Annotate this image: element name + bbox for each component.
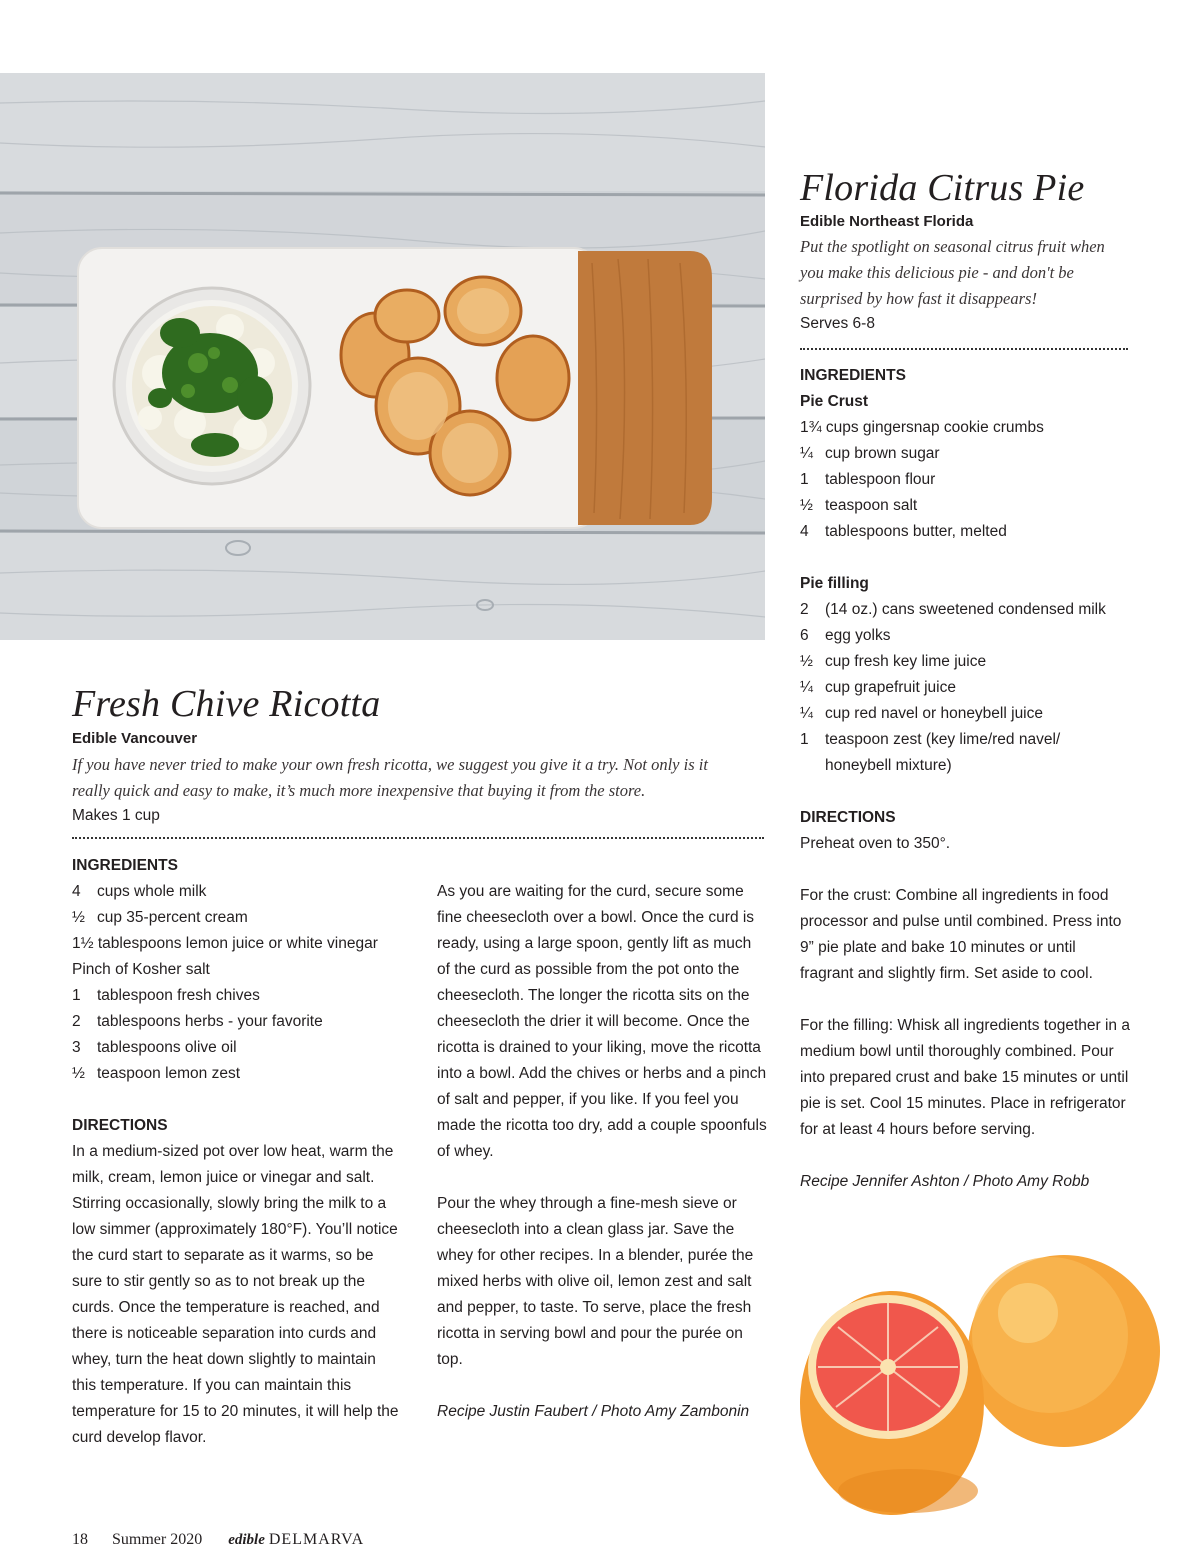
ingredient-item: 1¾ cups gingersnap cookie crumbs (800, 419, 1044, 436)
ricotta-column-1 (72, 853, 412, 1451)
ingredient-qty: 1 (72, 987, 81, 1004)
page-number: 18 (72, 1531, 88, 1548)
ingredient-row (800, 623, 1140, 649)
pie-title: Florida Citrus Pie (800, 167, 1085, 209)
pie-directions-paragraph: Preheat oven to 350°. (800, 835, 951, 852)
issue-label: Summer 2020 (112, 1531, 203, 1548)
ricotta-directions-paragraph: In a medium-sized pot over low heat, warm the milk, cream, lemon juice or vinegar and salt. Stirring occasionally, slowly bring the milk to a low simmer (approximately 180°F). You’ll notice the curd start to separate as it warms, so be sure to stir gently so as to not break up the curds. Once the temperature is reached, and there is noticeable separation into curds and whey, turn the heat down slightly to maintain this temperature. If you can maintain this temperature for 15 to 20 minutes, it will help the curd develop flavor. (72, 1143, 399, 1446)
ingredient-qty: 3 (72, 1039, 81, 1056)
ingredient-item: cup 35-percent cream (97, 909, 248, 926)
ingredient-row (800, 701, 1140, 727)
pie-filling-heading: Pie filling (800, 575, 869, 592)
ingredient-item: tablespoon fresh chives (97, 987, 260, 1004)
ingredient-row (800, 467, 1140, 493)
ricotta-column-2 (437, 879, 772, 1425)
ingredient-item: teaspoon salt (825, 497, 918, 514)
ingredient-item: cup brown sugar (825, 445, 940, 462)
pie-ingredients-heading: INGREDIENTS (800, 367, 906, 384)
ingredient-item: Pinch of Kosher salt (72, 961, 210, 978)
ingredient-row (800, 519, 1140, 545)
ingredient-row (72, 1009, 412, 1035)
ingredient-row (800, 441, 1140, 467)
ingredient-qty: 1 (800, 471, 809, 488)
ingredient-item: (14 oz.) cans sweetened condensed milk (825, 601, 1106, 618)
ricotta-directions-paragraph: Pour the whey through a fine-mesh sieve or cheesecloth into a clean glass jar. Save the whey for other recipes. In a blender, purée the mixed herbs with olive oil, lemon zest and salt and pepper, to taste. To serve, place the fresh ricotta in serving bowl and pour the purée on top. (437, 1195, 754, 1368)
ingredient-item: cups whole milk (97, 883, 207, 900)
ingredient-row (800, 727, 1140, 779)
pie-yield: Serves 6-8 (800, 315, 875, 332)
ingredient-qty: ¼ (800, 679, 813, 696)
ricotta-title: Fresh Chive Ricotta (72, 683, 381, 725)
ingredient-qty: 2 (800, 601, 809, 618)
brand-name: DELMARVA (268, 1531, 365, 1548)
ingredient-row (800, 597, 1140, 623)
ingredient-row (72, 983, 412, 1009)
ricotta-ingredient-list (72, 879, 412, 1087)
page-footer (72, 1531, 364, 1549)
ricotta-divider (72, 837, 764, 839)
pie-source: Edible Northeast Florida (800, 213, 974, 230)
ingredient-qty: ½ (800, 497, 813, 514)
ingredient-row (72, 957, 412, 983)
ricotta-header (72, 682, 772, 828)
grapefruit-illustration (788, 1255, 1170, 1520)
ingredient-item: cup grapefruit juice (825, 679, 956, 696)
ricotta-photo (0, 73, 765, 640)
ricotta-credit: Recipe Justin Faubert / Photo Amy Zambonin (437, 1403, 750, 1420)
brand-edible: edible (228, 1532, 265, 1548)
ingredient-row (72, 905, 412, 931)
ingredient-item: tablespoons butter, melted (825, 523, 1007, 540)
grapefruit-photo (788, 1255, 1170, 1520)
ricotta-directions-heading: DIRECTIONS (72, 1117, 168, 1134)
ingredient-row (800, 649, 1140, 675)
ingredient-qty: 1 (800, 731, 809, 748)
ingredient-item: egg yolks (825, 627, 891, 644)
pie-credit: Recipe Jennifer Ashton / Photo Amy Robb (800, 1173, 1090, 1190)
pie-directions-heading: DIRECTIONS (800, 809, 896, 826)
ingredient-row (72, 1035, 412, 1061)
pie-filling-list (800, 597, 1140, 779)
ingredient-qty: 6 (800, 627, 809, 644)
ricotta-yield: Makes 1 cup (72, 807, 160, 824)
ingredient-row (800, 493, 1140, 519)
pie-intro: Put the spotlight on seasonal citrus fruit when you make this delicious pie - and don't be surprised by how fast it disappears! (800, 237, 1105, 308)
ingredient-item: 1½ tablespoons lemon juice or white vinegar (72, 935, 378, 952)
ingredient-item: teaspoon zest (key lime/red navel/ honeybell mixture) (825, 731, 1061, 774)
ingredient-row (800, 415, 1140, 441)
ingredient-qty: 4 (72, 883, 81, 900)
ingredient-row (800, 675, 1140, 701)
ingredient-row (72, 931, 412, 957)
ricotta-intro: If you have never tried to make your own fresh ricotta, we suggest you give it a try. Not only is it really quick and easy to make, it’s much more inexpensive that buying it from the store. (72, 755, 708, 800)
ricotta-photo-illustration (0, 73, 765, 640)
ricotta-directions-paragraph: As you are waiting for the curd, secure some fine cheesecloth over a bowl. Once the curd is ready, using a large spoon, gently lift as much of the curd as possible from the pot onto the cheesecloth. The longer the ricotta sits on the cheesecloth the drier it will become. Once the ricotta is drained to your liking, move the ricotta into a bowl. Add the chives or herbs and a pinch of salt and pepper, if you like. If you feel you made the ricotta too dry, add a couple spoonfuls of whey. (437, 883, 767, 1160)
ingredient-item: cup fresh key lime juice (825, 653, 987, 670)
ingredient-item: tablespoons olive oil (97, 1039, 237, 1056)
pie-crust-heading: Pie Crust (800, 393, 869, 410)
pie-divider (800, 348, 1128, 350)
pie-directions-paragraph: For the crust: Combine all ingredients in food processor and pulse until combined. Press into 9” pie plate and bake 10 minutes or until fragrant and slightly firm. Set aside to cool. (800, 887, 1122, 982)
ricotta-ingredients-heading: INGREDIENTS (72, 857, 178, 874)
ingredient-row (72, 1061, 412, 1087)
ingredient-qty: ¼ (800, 705, 813, 722)
pie-column (800, 363, 1140, 1195)
ingredient-row (72, 879, 412, 905)
ingredient-qty: 4 (800, 523, 809, 540)
pie-header (800, 166, 1140, 336)
ingredient-item: teaspoon lemon zest (97, 1065, 241, 1082)
pie-directions-paragraph: For the filling: Whisk all ingredients together in a medium bowl until thoroughly combined. Pour into prepared crust and bake 15 minutes or until pie is set. Cool 15 minutes. Place in refrigerator for at least 4 hours before serving. (800, 1017, 1130, 1138)
ingredient-qty: ½ (800, 653, 813, 670)
ingredient-item: tablespoons herbs - your favorite (97, 1013, 323, 1030)
ingredient-item: tablespoon flour (825, 471, 936, 488)
pie-crust-list (800, 415, 1140, 545)
ingredient-qty: 2 (72, 1013, 81, 1030)
ingredient-qty: ¼ (800, 445, 813, 462)
ricotta-source: Edible Vancouver (72, 730, 198, 747)
ingredient-qty: ½ (72, 1065, 85, 1082)
ingredient-item: cup red navel or honeybell juice (825, 705, 1043, 722)
ingredient-qty: ½ (72, 909, 85, 926)
